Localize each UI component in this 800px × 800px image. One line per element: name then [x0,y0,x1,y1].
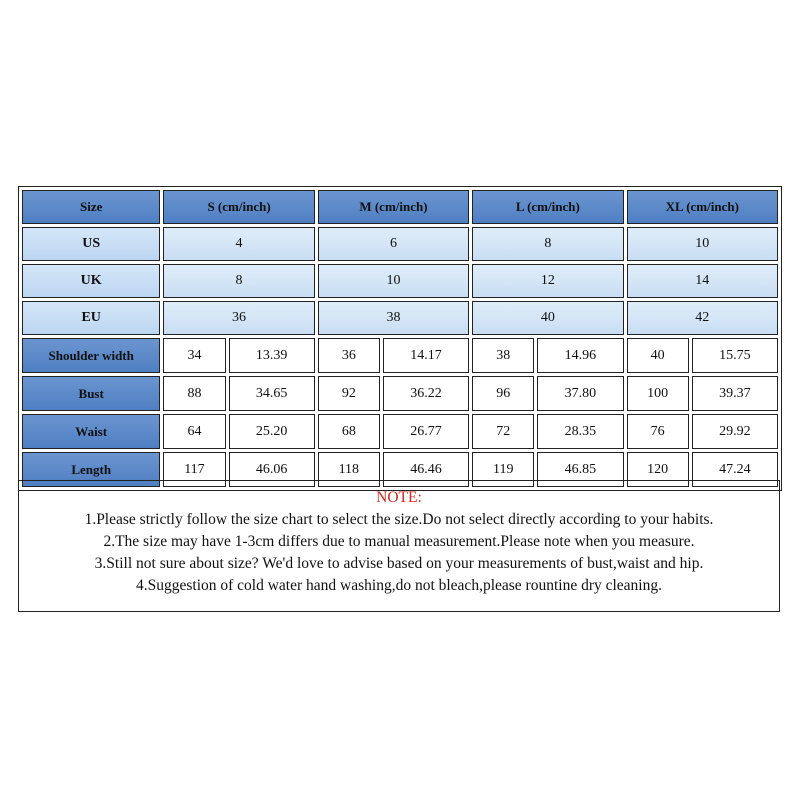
cell-value: 6 [318,227,469,261]
row-us [22,227,778,261]
cell-inch: 14.17 [383,338,469,373]
cell-value: 8 [163,264,314,298]
cell-value: 10 [318,264,469,298]
header-size-s: S (cm/inch) [163,190,314,224]
header-row [22,190,778,224]
cell-value: 12 [472,264,623,298]
size-table [18,186,782,491]
header-size-m: M (cm/inch) [318,190,469,224]
cell-inch: 25.20 [229,414,315,449]
header-size-label: Size [22,190,160,224]
row-label: Length [22,452,160,487]
row-waist [22,414,778,449]
cell-cm: 92 [318,376,380,411]
row-uk [22,264,778,298]
cell-cm: 100 [627,376,689,411]
size-chart [18,186,782,491]
cell-inch: 46.85 [537,452,623,487]
cell-cm: 34 [163,338,225,373]
cell-value: 8 [472,227,623,261]
cell-inch: 34.65 [229,376,315,411]
cell-cm: 117 [163,452,225,487]
cell-cm: 120 [627,452,689,487]
cell-inch: 46.46 [383,452,469,487]
row-eu [22,301,778,335]
cell-value: 36 [163,301,314,335]
cell-cm: 76 [627,414,689,449]
row-label: Waist [22,414,160,449]
cell-inch: 47.24 [692,452,778,487]
cell-value: 38 [318,301,469,335]
cell-cm: 40 [627,338,689,373]
cell-inch: 36.22 [383,376,469,411]
cell-inch: 14.96 [537,338,623,373]
row-shoulder-width [22,338,778,373]
cell-cm: 64 [163,414,225,449]
notes-box [18,480,780,612]
row-label: Shoulder width [22,338,160,373]
cell-cm: 119 [472,452,534,487]
cell-value: 42 [627,301,778,335]
cell-cm: 38 [472,338,534,373]
row-label: Bust [22,376,160,411]
note-line: 3.Still not sure about size? We'd love to advise based on your measurements of bust,waist and hip. [94,555,704,572]
cell-inch: 26.77 [383,414,469,449]
cell-value: 14 [627,264,778,298]
cell-cm: 68 [318,414,380,449]
cell-inch: 37.80 [537,376,623,411]
cell-cm: 36 [318,338,380,373]
cell-inch: 15.75 [692,338,778,373]
cell-value: 40 [472,301,623,335]
cell-inch: 13.39 [229,338,315,373]
note-line: 4.Suggestion of cold water hand washing,do not bleach,please rountine dry cleaning. [135,577,662,594]
cell-inch: 29.92 [692,414,778,449]
cell-cm: 118 [318,452,380,487]
cell-cm: 72 [472,414,534,449]
row-bust [22,376,778,411]
note-line: 1.Please strictly follow the size chart to select the size.Do not select directly according to your habits. [84,511,714,528]
header-size-xl: XL (cm/inch) [627,190,778,224]
cell-value: 4 [163,227,314,261]
row-label: US [22,227,160,261]
cell-cm: 96 [472,376,534,411]
header-size-l: L (cm/inch) [472,190,623,224]
cell-value: 10 [627,227,778,261]
row-label: EU [22,301,160,335]
row-label: UK [22,264,160,298]
cell-inch: 28.35 [537,414,623,449]
cell-inch: 46.06 [229,452,315,487]
cell-cm: 88 [163,376,225,411]
note-line: 2.The size may have 1-3cm differs due to manual measurement.Please note when you measure. [103,533,695,550]
cell-inch: 39.37 [692,376,778,411]
note-title: NOTE: [376,489,422,506]
